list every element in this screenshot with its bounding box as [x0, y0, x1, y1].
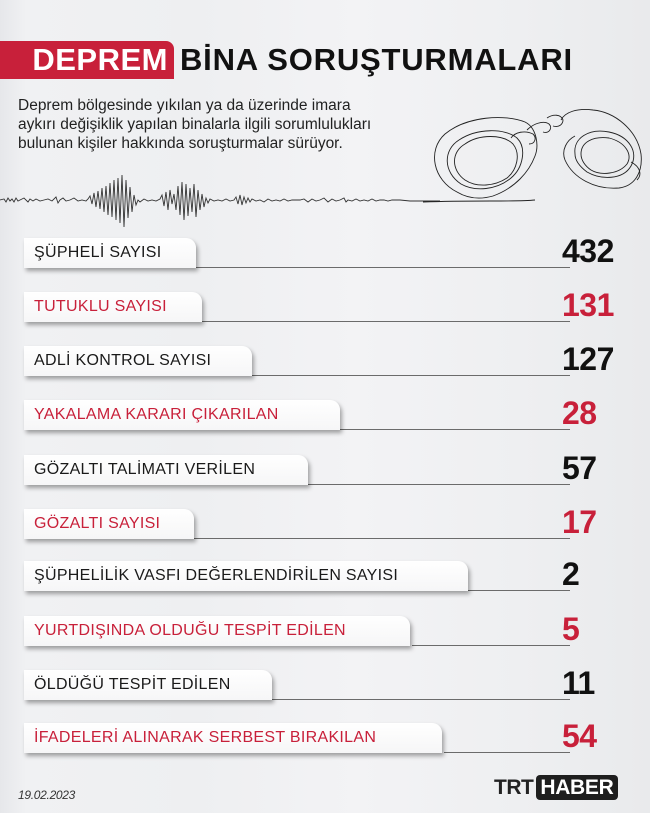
- divider: [190, 267, 570, 268]
- divider: [250, 375, 570, 376]
- stat-row: [0, 450, 650, 495]
- title-tag: DEPREM: [0, 41, 174, 79]
- stat-value: 131: [562, 287, 614, 323]
- trt-haber-logo: [494, 775, 618, 800]
- divider: [200, 321, 570, 322]
- stat-value: 5: [562, 611, 580, 647]
- stat-row: [0, 556, 650, 601]
- stat-row: [0, 718, 650, 763]
- stat-row: [0, 287, 650, 332]
- stat-row: [0, 395, 650, 440]
- seismograph-wave-icon: [0, 160, 440, 240]
- stat-label: TUTUKLU SAYISI: [24, 292, 202, 322]
- stat-label: İFADELERİ ALINARAK SERBEST BIRAKILAN: [24, 723, 442, 753]
- divider: [338, 429, 570, 430]
- divider: [270, 699, 570, 700]
- stat-label: GÖZALTI TALİMATI VERİLEN: [24, 455, 308, 485]
- divider: [194, 538, 570, 539]
- logo-trt: TRT: [494, 775, 534, 799]
- stat-value: 28: [562, 395, 597, 431]
- stat-row: [0, 611, 650, 656]
- stat-value: 54: [562, 718, 597, 754]
- stat-value: 2: [562, 556, 580, 592]
- stat-label: ŞÜPHELİLİK VASFI DEĞERLENDİRİLEN SAYISI: [24, 561, 468, 591]
- stat-value: 11: [562, 665, 595, 701]
- stat-value: 17: [562, 504, 597, 540]
- stat-label: ÖLDÜĞÜ TESPİT EDİLEN: [24, 670, 272, 700]
- subtitle-line: Deprem bölgesinde yıkılan ya da üzerinde imara: [18, 97, 351, 114]
- stat-label: ADLİ KONTROL SAYISI: [24, 346, 252, 376]
- stat-label: YAKALAMA KARARI ÇIKARILAN: [24, 400, 340, 430]
- stat-label: ŞÜPHELİ SAYISI: [24, 238, 196, 268]
- stat-label: GÖZALTI SAYISI: [24, 509, 194, 539]
- divider: [306, 484, 570, 485]
- divider: [444, 752, 570, 753]
- title-row: [0, 41, 573, 79]
- subtitle-line: bulunan kişiler hakkında soruşturmalar sürüyor.: [18, 135, 343, 152]
- stat-value: 127: [562, 341, 614, 377]
- stat-value: 57: [562, 450, 597, 486]
- divider: [468, 590, 570, 591]
- stat-value: 432: [562, 233, 614, 269]
- stat-label: YURTDIŞINDA OLDUĞU TESPİT EDİLEN: [24, 616, 410, 646]
- subtitle: [18, 96, 438, 153]
- subtitle-line: aykırı değişiklik yapılan binalarla ilgili sorumlulukları: [18, 116, 372, 133]
- stat-row: [0, 233, 650, 278]
- date: 19.02.2023: [18, 788, 76, 802]
- stat-row: [0, 341, 650, 386]
- stat-row: [0, 665, 650, 710]
- page-title: BİNA SORUŞTURMALARI: [180, 42, 573, 77]
- handcuffs-icon: [415, 100, 650, 210]
- divider: [412, 645, 570, 646]
- logo-haber: HABER: [536, 775, 617, 800]
- stat-row: [0, 504, 650, 549]
